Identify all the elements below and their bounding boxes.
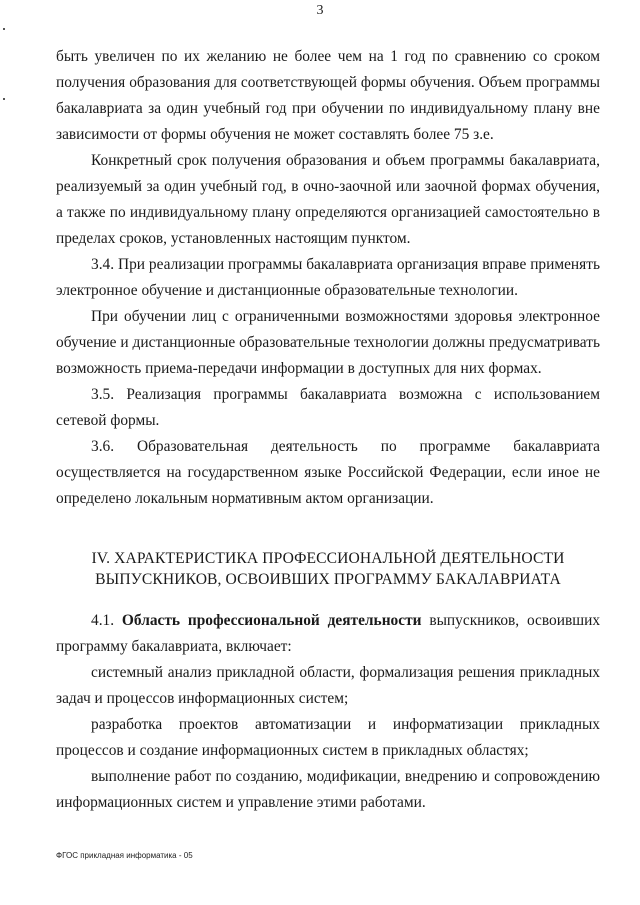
paragraph-3-4: 3.4. При реализации программы бакалавриата организация вправе применять электронное обучение и дистанционные образовательные технологии.: [56, 256, 600, 299]
paragraph-3-6: 3.6. Образовательная деятельность по программе бакалавриата осуществляется на государственном языке Российской Федерации, если иное не определено локальным нормативным актом организации.: [56, 438, 600, 507]
paragraph-continuation: быть увеличен по их желанию не более чем на 1 год по сравнению со сроком получения образования для соответствующей формы обучения. Объем программы бакалавриата за один учебный год при обучении по индивидуальному плану вне зависимости от формы обучения не может составлять более 75 з.е.: [56, 48, 600, 143]
page-number: 3: [316, 3, 324, 18]
paragraph-works: выполнение работ по созданию, модификации, внедрению и сопровождению информационных систем и управление этими работами.: [56, 768, 600, 811]
paragraph-4-1-bold-term: Область профессиональной деятельности: [121, 612, 422, 629]
section-heading-line-2: ВЫПУСКНИКОВ, ОСВОИВШИХ ПРОГРАММУ БАКАЛАВРИАТА: [95, 571, 561, 588]
paragraph-disabilities: При обучении лиц с ограниченными возможностями здоровья электронное обучение и дистанционные образовательные технологии должны предусматривать возможность приема-передачи информации в доступных для них формах.: [56, 308, 600, 377]
paragraph-concrete-term: Конкретный срок получения образования и объем программы бакалавриата, реализуемый за один учебный год, в очно-заочной или заочной формах обучения, а также по индивидуальному плану определяются организацией самостоятельно в пределах сроков, установленных настоящим пунктом.: [56, 152, 600, 247]
scan-speck: [3, 28, 5, 30]
footer-note: ФГОС прикладная информатика - 05: [56, 851, 193, 860]
paragraph-3-5: 3.5. Реализация программы бакалавриата возможна с использованием сетевой формы.: [56, 386, 600, 429]
paragraph-4-1: [56, 608, 600, 660]
section-heading: [56, 548, 600, 590]
paragraph-4-1-prefix: 4.1.: [91, 612, 122, 629]
paragraph-4-1-suffix: выпускников, освоивших программу бакалавриата, включает:: [56, 612, 601, 655]
paragraph-system-analysis: системный анализ прикладной области, формализация решения прикладных задач и процессов информационных систем;: [56, 664, 600, 707]
document-body: [56, 44, 600, 816]
paragraph-automation: разработка проектов автоматизации и информатизации прикладных процессов и создание информационных систем в прикладных областях;: [56, 716, 600, 759]
section-heading-line-1: IV. ХАРАКТЕРИСТИКА ПРОФЕССИОНАЛЬНОЙ ДЕЯТЕЛЬНОСТИ: [91, 550, 565, 567]
scan-speck: [3, 98, 5, 100]
